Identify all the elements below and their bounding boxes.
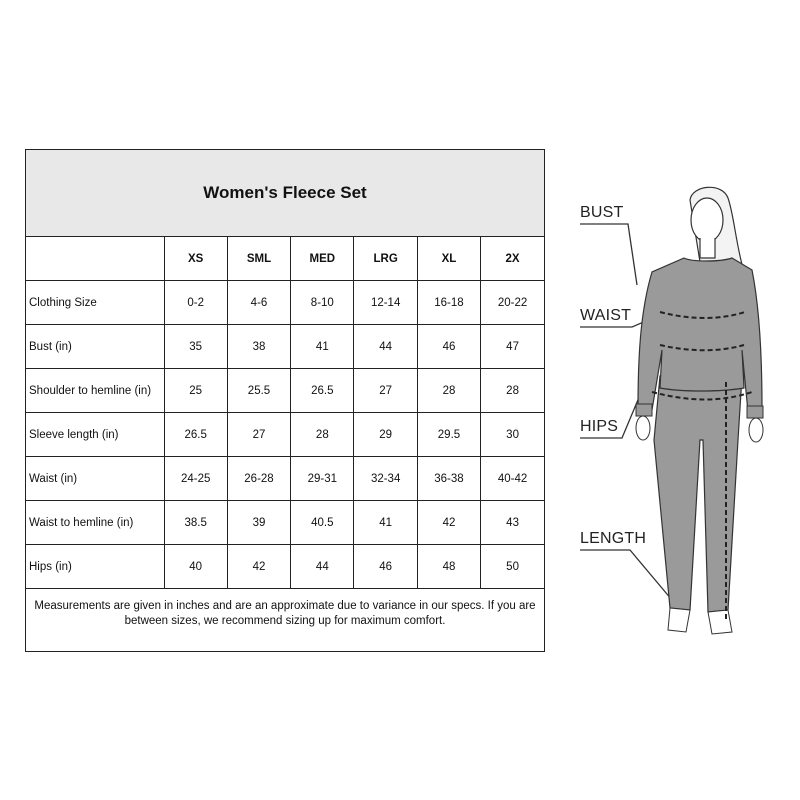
table-cell: 47 — [481, 325, 544, 369]
table-cell: 4-6 — [227, 281, 290, 325]
table-cell: 40.5 — [291, 501, 354, 545]
table-cell: 40 — [164, 545, 227, 589]
table-cell: 38.5 — [164, 501, 227, 545]
length-label: LENGTH — [580, 530, 647, 547]
table-cell: 38 — [227, 325, 290, 369]
table-cell: 41 — [291, 325, 354, 369]
table-cell: 28 — [417, 369, 480, 413]
table-cell: 44 — [291, 545, 354, 589]
table-cell: 29.5 — [417, 413, 480, 457]
hips-label: HIPS — [580, 418, 619, 435]
size-header: 2X — [481, 237, 544, 281]
row-label: Waist to hemline (in) — [26, 501, 164, 545]
table-cell: 27 — [227, 413, 290, 457]
table-cell: 28 — [291, 413, 354, 457]
row-label: Hips (in) — [26, 545, 164, 589]
table-cell: 39 — [227, 501, 290, 545]
size-header: XS — [164, 237, 227, 281]
table-cell: 27 — [354, 369, 417, 413]
table-cell: 26.5 — [164, 413, 227, 457]
row-label: Sleeve length (in) — [26, 413, 164, 457]
left-cuff — [636, 404, 652, 416]
table-cell: 26.5 — [291, 369, 354, 413]
left-foot — [668, 608, 690, 632]
table-cell: 36-38 — [417, 457, 480, 501]
hips-pointer — [580, 395, 640, 438]
bust-label: BUST — [580, 204, 624, 221]
table-cell: 26-28 — [227, 457, 290, 501]
size-header: MED — [291, 237, 354, 281]
table-cell: 42 — [417, 501, 480, 545]
right-foot — [708, 610, 732, 634]
table-cell: 50 — [481, 545, 544, 589]
table-cell: 25.5 — [227, 369, 290, 413]
row-label: Clothing Size — [26, 281, 164, 325]
table-cell: 46 — [417, 325, 480, 369]
table-cell: 16-18 — [417, 281, 480, 325]
footnote: Measurements are given in inches and are an approximate due to variance in our specs. If you are between sizes, we recommend sizing up for maximum comfort. — [34, 599, 536, 627]
table-cell: 32-34 — [354, 457, 417, 501]
bust-pointer — [580, 224, 637, 285]
table-cell: 20-22 — [481, 281, 544, 325]
table-cell: 24-25 — [164, 457, 227, 501]
table-cell: 25 — [164, 369, 227, 413]
table-cell: 12-14 — [354, 281, 417, 325]
table-cell: 0-2 — [164, 281, 227, 325]
pants — [654, 376, 742, 612]
table-cell: 46 — [354, 545, 417, 589]
size-header: SML — [227, 237, 290, 281]
size-header: XL — [417, 237, 480, 281]
table-cell: 8-10 — [291, 281, 354, 325]
right-cuff — [747, 406, 763, 418]
table-cell: 44 — [354, 325, 417, 369]
table-cell: 41 — [354, 501, 417, 545]
size-header: LRG — [354, 237, 417, 281]
row-label: Bust (in) — [26, 325, 164, 369]
table-cell: 35 — [164, 325, 227, 369]
right-hand — [749, 418, 763, 442]
row-label: Waist (in) — [26, 457, 164, 501]
table-cell: 29 — [354, 413, 417, 457]
head — [691, 198, 723, 242]
table-cell: 43 — [481, 501, 544, 545]
table-cell: 42 — [227, 545, 290, 589]
waist-label: WAIST — [580, 307, 632, 324]
table-cell: 30 — [481, 413, 544, 457]
left-hand — [636, 416, 650, 440]
length-pointer — [580, 550, 672, 600]
table-cell: 40-42 — [481, 457, 544, 501]
neck — [700, 238, 715, 258]
table-cell: 29-31 — [291, 457, 354, 501]
table-cell: 48 — [417, 545, 480, 589]
sweater — [638, 258, 762, 412]
row-label: Shoulder to hemline (in) — [26, 369, 164, 413]
table-cell: 28 — [481, 369, 544, 413]
chart-title: Women's Fleece Set — [203, 183, 367, 202]
